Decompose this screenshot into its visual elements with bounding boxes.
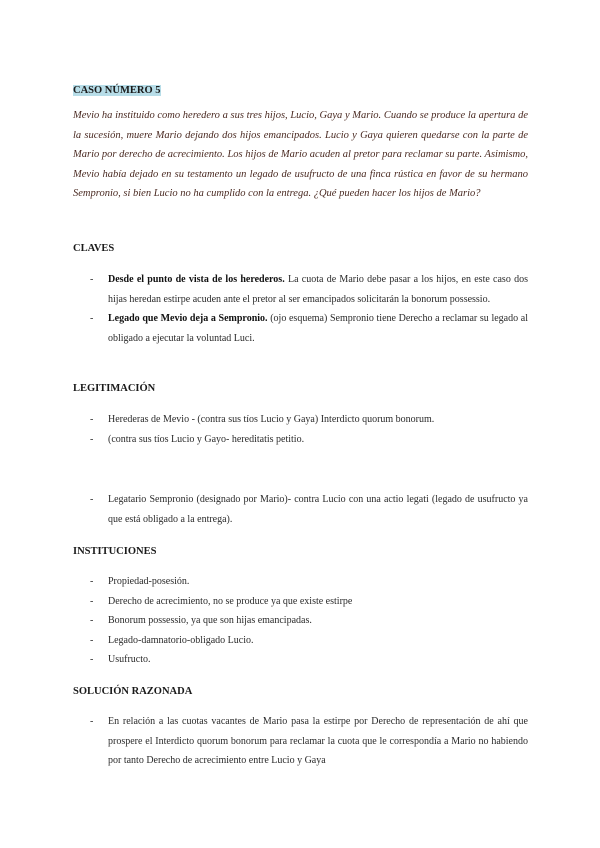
item-lead: Desde el punto de vista de los herederos. [108, 274, 285, 285]
list-item [73, 430, 528, 450]
list-item [73, 611, 528, 631]
case-statement-block [73, 106, 528, 204]
legitimacion-list-2-block [73, 490, 528, 529]
item-text: Derecho de acrecimiento, no se produce ya que existe estirpe [108, 595, 353, 607]
item-text: Bonorum possessio, ya que son hijas emancipadas. [108, 615, 312, 626]
item-text: Herederas de Mevio - (contra sus tíos Lucio y Gaya) Interdicto quorum bonorum. [108, 414, 435, 425]
legitimacion-list-2 [73, 490, 528, 529]
dash-bullet: - [90, 494, 94, 505]
solucion-section [73, 685, 528, 699]
instituciones-list [73, 572, 528, 670]
dash-bullet: - [90, 634, 94, 646]
list-item [73, 631, 528, 651]
legitimacion-list [73, 410, 528, 449]
dash-bullet: - [90, 595, 94, 607]
dash-bullet: - [90, 433, 94, 445]
case-title-block [73, 84, 528, 98]
item-text: (contra sus tíos Lucio y Gayo- hereditatis petitio. [108, 433, 305, 445]
solucion-list [73, 712, 528, 771]
claves-heading: CLAVES [73, 243, 115, 254]
claves-list-block [73, 270, 528, 348]
dash-bullet: - [90, 654, 94, 665]
item-text: En relación a las cuotas vacantes de Mario pasa la estirpe por Derecho de representación de ahí que prospere el Interdicto quorum bonorum para reclamar la cuota que le correspondía a Mario no habiendo por tanto Derecho de acrecimiento entre Lucio y Gaya [108, 716, 528, 766]
case-title: CASO NÚMERO 5 [73, 85, 161, 96]
legitimacion-list-block [73, 410, 528, 449]
dash-bullet: - [90, 414, 94, 425]
list-item [73, 490, 528, 529]
claves-section [73, 242, 528, 256]
item-text: Legatario Sempronio (designado por Mario)- contra Lucio con una actio legati (legado de usufructo ya que está obligado a la entrega). [108, 494, 528, 525]
list-item [73, 410, 528, 430]
item-text: Propiedad-posesión. [108, 576, 190, 587]
item-text: (ojo esquema) Sempronio tiene Derecho a reclamar su legado al obligado a ejecutar la voluntad Luci. [108, 313, 528, 344]
dash-bullet: - [90, 716, 94, 727]
legitimacion-section [73, 382, 528, 396]
list-item [73, 712, 528, 771]
instituciones-heading: INSTITUCIONES [73, 546, 157, 557]
item-text: Legado-damnatorio-obligado Lucio. [108, 634, 254, 646]
list-item [73, 309, 528, 348]
claves-list [73, 270, 528, 348]
instituciones-list-block [73, 572, 528, 670]
item-text: Usufructo. [108, 654, 151, 665]
item-lead: Legado que Mevio deja a Sempronio. [108, 313, 268, 324]
dash-bullet: - [90, 274, 94, 285]
solucion-heading: SOLUCIÓN RAZONADA [73, 686, 193, 697]
list-item [73, 592, 528, 612]
instituciones-section [73, 545, 528, 559]
case-statement: Mevio ha instituido como heredero a sus tres hijos, Lucio, Gaya y Mario. Cuando se produce la apertura de la sucesión, muere Mario dejando dos hijos emancipados. Lucio y Gaya quieren quedarse con la parte de Mario por derecho de acrecimiento. Los hijos de Mario acuden al pretor para reclamar su parte. Asimismo, Mevio había dejado en su testamento un legado de usufructo de una finca rústica en favor de su hermano Sempronio, si bien Lucio no ha cumplido con la entrega. ¿Qué pueden hacer los hijos de Mario? [73, 110, 528, 199]
dash-bullet: - [90, 313, 94, 324]
dash-bullet: - [90, 615, 94, 626]
list-item [73, 270, 528, 309]
dash-bullet: - [90, 576, 94, 587]
item-text: La cuota de Mario debe pasar a los hijos, en este caso dos hijas heredan estirpe acuden ante el pretor al ser emancipados solicitarán la bonorum possessio. [108, 274, 528, 305]
legitimacion-heading: LEGITIMACIÓN [73, 383, 156, 394]
list-item [73, 650, 528, 670]
solucion-list-block [73, 712, 528, 771]
list-item [73, 572, 528, 592]
